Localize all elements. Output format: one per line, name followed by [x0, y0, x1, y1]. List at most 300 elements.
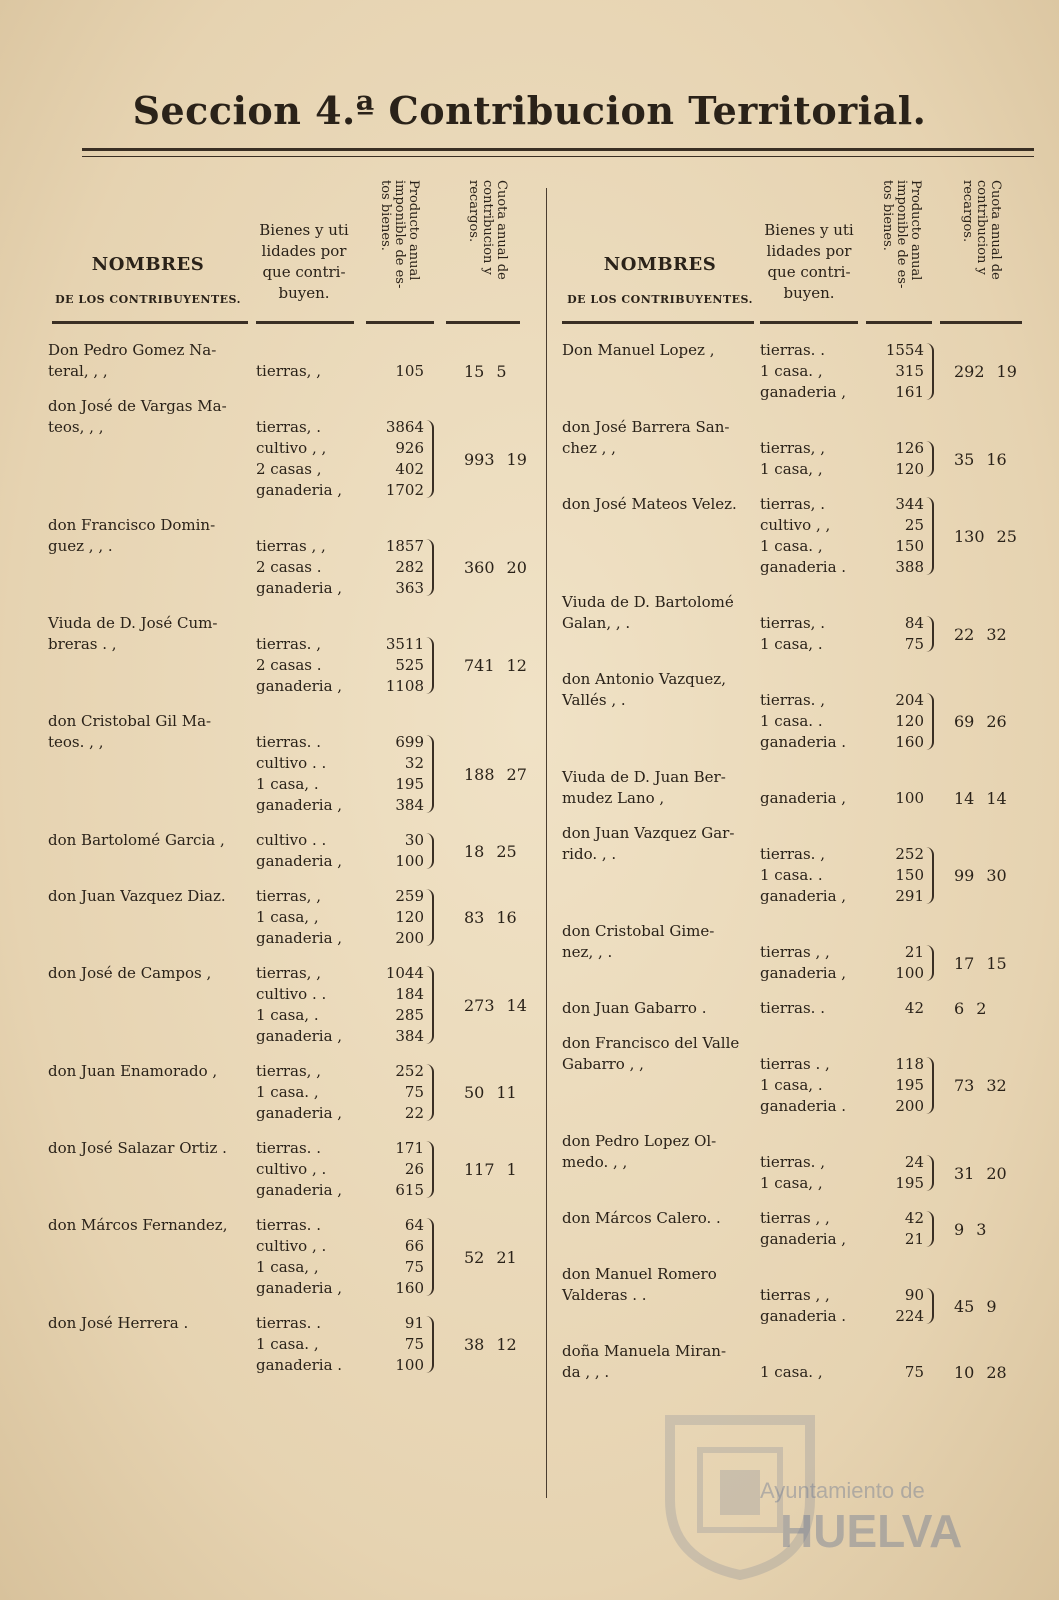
goods-item: 1 casa. .	[760, 866, 823, 884]
quota-pesos: 741	[464, 656, 495, 675]
product-values	[866, 1362, 924, 1383]
taxpayer-name	[562, 1341, 726, 1383]
goods-item: ganaderia .	[760, 733, 847, 751]
product-values	[866, 1208, 924, 1250]
taxpayer-name-line: don Bartolomé Garcia ,	[48, 831, 225, 849]
goods-item: ganaderia ,	[760, 789, 847, 807]
header-rule	[52, 321, 248, 324]
product-value: 3511	[385, 635, 424, 653]
taxpayer-name	[562, 340, 714, 361]
quota-cents: 9	[986, 1296, 997, 1316]
quota-cents: 28	[986, 1363, 1007, 1382]
goods-item: 2 casas .	[256, 558, 322, 576]
taxpayer-name-line: da , , .	[562, 1363, 610, 1381]
goods-item: tierras, ,	[760, 439, 825, 457]
product-value: 32	[404, 754, 424, 772]
product-value: 161	[895, 383, 924, 401]
goods-item: ganaderia ,	[256, 852, 343, 870]
quota-value	[464, 995, 527, 1016]
grouping-brace	[926, 616, 934, 652]
product-values	[866, 942, 924, 984]
goods-item: ganaderia ,	[256, 1181, 343, 1199]
product-value: 150	[895, 537, 924, 555]
header-names	[48, 254, 248, 306]
product-value: 100	[895, 789, 924, 807]
product-value: 120	[395, 908, 424, 926]
taxpayer-name-line: Galan, , .	[562, 614, 631, 632]
taxpayer-name	[562, 1264, 717, 1306]
product-values	[366, 886, 424, 949]
taxpayer-name	[562, 1033, 739, 1075]
header-bienes-line: que contri-	[262, 263, 346, 281]
quota-value	[954, 711, 1007, 732]
goods-item: 1 casa, ,	[256, 908, 319, 926]
header-contribuyentes-label: DE LOS CONTRIBUYENTES.	[567, 293, 753, 306]
header-producto: Producto anual imponible de es-tos bienes.	[880, 180, 923, 289]
goods-item: tierras , ,	[256, 537, 326, 555]
quota-pesos: 993	[464, 449, 495, 469]
grouping-brace	[926, 1155, 934, 1191]
goods-item: tierras. ,	[760, 845, 825, 863]
goods-list	[256, 830, 342, 872]
ledger-entry	[562, 417, 1034, 480]
goods-list	[760, 1285, 846, 1327]
product-values	[366, 1313, 424, 1376]
header-nombres-label: NOMBRES	[91, 254, 205, 275]
quota-pesos: 360	[464, 558, 495, 577]
product-value: 66	[404, 1237, 424, 1255]
product-value: 1857	[385, 537, 424, 555]
goods-item: ganaderia ,	[256, 929, 343, 947]
goods-item: 1 casa. ,	[760, 362, 823, 380]
product-values	[866, 613, 924, 655]
product-value: 75	[404, 1258, 424, 1276]
product-value: 282	[395, 558, 424, 576]
quota-cents: 12	[506, 656, 527, 675]
goods-item: cultivo , ,	[256, 439, 327, 457]
goods-item: ganaderia ,	[760, 964, 847, 982]
goods-item: cultivo . .	[256, 985, 327, 1003]
goods-item: tierras , ,	[760, 943, 830, 961]
goods-item: tierras, ,	[256, 887, 321, 905]
goods-item: ganaderia ,	[760, 887, 847, 905]
header-nombres-label: NOMBRES	[603, 254, 717, 275]
product-value: 160	[395, 1279, 424, 1297]
quota-pesos: 73	[954, 1076, 975, 1095]
quota-pesos: 17	[954, 953, 975, 973]
goods-list	[760, 844, 846, 907]
header-bienes-line: Bienes y uti	[764, 221, 854, 239]
product-value: 42	[904, 1209, 924, 1227]
product-values	[366, 361, 424, 382]
quota-cents: 16	[986, 449, 1007, 469]
ledger-entry	[562, 340, 1034, 403]
goods-list	[760, 438, 825, 480]
goods-item: tierras. .	[760, 341, 825, 359]
goods-item: tierras, .	[760, 495, 825, 513]
product-value: 126	[895, 439, 924, 457]
taxpayer-name	[562, 823, 734, 865]
quota-value	[464, 841, 517, 862]
quota-value	[464, 1082, 517, 1103]
product-value: 105	[395, 362, 424, 380]
product-value: 252	[895, 845, 924, 863]
grouping-brace	[426, 1141, 434, 1198]
product-values	[866, 788, 924, 809]
goods-item: ganaderia .	[760, 558, 847, 576]
goods-item: tierras, ,	[256, 964, 321, 982]
product-value: 195	[395, 775, 424, 793]
goods-list	[760, 942, 846, 984]
quota-pesos: 31	[954, 1163, 975, 1183]
goods-item: 1 casa, .	[760, 635, 823, 653]
goods-item: cultivo , .	[256, 1160, 327, 1178]
taxpayer-name-line: rido. , .	[562, 845, 617, 863]
taxpayer-name-line: nez, , .	[562, 943, 613, 961]
ledger-entry	[562, 998, 1034, 1019]
watermark-line1: Ayuntamiento de	[760, 1478, 925, 1503]
quota-pesos: 9	[954, 1219, 965, 1239]
ledger-entry	[562, 1033, 1034, 1117]
goods-list	[256, 1313, 342, 1376]
taxpayer-name-line: Viuda de D. José Cum-	[48, 614, 218, 632]
grouping-brace	[426, 420, 434, 498]
quota-pesos: 10	[954, 1363, 975, 1382]
left-table-header	[48, 176, 536, 324]
quota-cents: 14	[506, 995, 527, 1015]
quota-cents: 25	[496, 841, 517, 861]
goods-list	[760, 340, 846, 403]
quota-value	[464, 907, 517, 928]
quota-pesos: 45	[954, 1296, 975, 1316]
header-rule	[562, 321, 754, 324]
product-value: 363	[395, 579, 424, 597]
product-value: 150	[895, 866, 924, 884]
goods-item: tierras. .	[760, 999, 825, 1017]
header-cuota: Cuota anual de contribucion y recargos.	[466, 180, 509, 280]
ledger-entry	[48, 711, 536, 816]
ledger-entry	[48, 1138, 536, 1201]
taxpayer-name-line: teos, , ,	[48, 418, 104, 436]
goods-item: ganaderia .	[760, 1307, 847, 1325]
product-value: 84	[904, 614, 924, 632]
ledger-entry	[562, 1341, 1034, 1383]
product-value: 90	[904, 1286, 924, 1304]
product-values	[366, 1061, 424, 1124]
header-producto: Producto anual imponible de es-tos bienes.	[378, 180, 421, 289]
taxpayer-name	[48, 396, 227, 438]
taxpayer-name	[48, 963, 211, 984]
quota-cents: 12	[496, 1335, 517, 1354]
taxpayer-name	[562, 767, 726, 809]
goods-item: ganaderia .	[760, 1097, 847, 1115]
taxpayer-name	[562, 921, 714, 963]
goods-list	[256, 634, 342, 697]
grouping-brace	[426, 1218, 434, 1296]
header-bienes-line: que contri-	[767, 263, 851, 281]
product-value: 1554	[885, 341, 924, 359]
goods-item: 1 casa, .	[256, 1006, 319, 1024]
grouping-brace	[426, 966, 434, 1044]
quota-pesos: 38	[464, 1335, 485, 1354]
quota-pesos: 273	[464, 995, 495, 1015]
left-table	[48, 176, 536, 1374]
goods-item: cultivo . .	[256, 831, 327, 849]
header-cuota: Cuota anual de contribucion y recargos.	[960, 180, 1003, 280]
grouping-brace	[426, 539, 434, 596]
quota-pesos: 130	[954, 526, 985, 546]
ledger-entry	[562, 494, 1034, 578]
product-value: 42	[904, 999, 924, 1017]
goods-item: tierras , ,	[760, 1209, 830, 1227]
product-value: 204	[895, 691, 924, 709]
quota-cents: 26	[986, 712, 1007, 731]
quota-value	[464, 655, 527, 676]
quota-value	[954, 1219, 986, 1240]
goods-item: ganaderia ,	[256, 481, 343, 499]
product-value: 120	[895, 712, 924, 730]
taxpayer-name-line: don Cristobal Gil Ma-	[48, 712, 212, 730]
product-value: 615	[395, 1181, 424, 1199]
ledger-entry	[562, 592, 1034, 655]
goods-item: 1 casa, ,	[760, 460, 823, 478]
goods-item: ganaderia .	[256, 1356, 343, 1374]
quota-cents: 1	[506, 1160, 517, 1179]
quota-cents: 19	[996, 362, 1017, 381]
ledger-entry	[48, 963, 536, 1047]
taxpayer-name	[48, 340, 216, 382]
taxpayer-name-line: don Pedro Lopez Ol-	[562, 1132, 717, 1150]
product-value: 926	[395, 439, 424, 457]
product-value: 195	[895, 1076, 924, 1094]
goods-item: ganaderia ,	[256, 1027, 343, 1045]
goods-item: tierras , ,	[760, 1286, 830, 1304]
goods-list	[760, 494, 846, 578]
taxpayer-name	[48, 1061, 217, 1082]
goods-item: tierras, ,	[256, 1062, 321, 1080]
goods-item: tierras, .	[256, 418, 321, 436]
goods-item: 1 casa, .	[256, 775, 319, 793]
taxpayer-name	[48, 711, 211, 753]
header-rule	[940, 321, 1022, 324]
quota-pesos: 35	[954, 449, 975, 469]
grouping-brace	[426, 735, 434, 813]
ledger-entry	[48, 613, 536, 697]
quota-cents: 14	[986, 789, 1007, 808]
product-value: 160	[895, 733, 924, 751]
quota-pesos: 50	[464, 1083, 485, 1102]
goods-item: cultivo , ,	[760, 516, 831, 534]
quota-pesos: 52	[464, 1247, 485, 1267]
product-values	[866, 494, 924, 578]
quota-pesos: 188	[464, 764, 495, 784]
quota-value	[954, 1362, 1007, 1383]
product-value: 120	[895, 460, 924, 478]
taxpayer-name-line: mudez Lano ,	[562, 789, 665, 807]
grouping-brace	[426, 1316, 434, 1373]
quota-pesos: 99	[954, 866, 975, 885]
taxpayer-name-line: don Juan Vazquez Gar-	[562, 824, 735, 842]
quota-value	[464, 1159, 517, 1180]
goods-item: 1 casa. ,	[256, 1335, 319, 1353]
taxpayer-name-line: chez , ,	[562, 439, 616, 457]
quota-cents: 25	[996, 526, 1017, 546]
quota-value	[954, 449, 1007, 470]
taxpayer-name	[48, 1313, 188, 1334]
product-value: 64	[404, 1216, 424, 1234]
ledger-entry	[48, 396, 536, 501]
goods-item: tierras. .	[256, 1314, 321, 1332]
right-table	[562, 176, 1034, 1382]
quota-value	[464, 557, 527, 578]
quota-pesos: 18	[464, 841, 485, 861]
goods-list	[760, 690, 846, 753]
goods-item: tierras. .	[256, 733, 321, 751]
goods-list	[256, 963, 342, 1047]
product-value: 24	[904, 1153, 924, 1171]
goods-item: tierras. ,	[760, 691, 825, 709]
header-rule	[866, 321, 932, 324]
goods-item: tierras. ,	[256, 635, 321, 653]
product-value: 21	[904, 943, 924, 961]
goods-list	[256, 1215, 342, 1299]
goods-list	[256, 1138, 342, 1201]
header-bienes-line: buyen.	[783, 284, 835, 302]
product-values	[866, 1054, 924, 1117]
goods-list	[256, 732, 342, 816]
goods-item: 1 casa. .	[760, 712, 823, 730]
grouping-brace	[926, 1057, 934, 1114]
product-value: 285	[395, 1006, 424, 1024]
goods-item: ganaderia ,	[256, 677, 343, 695]
product-value: 75	[904, 635, 924, 653]
product-value: 291	[895, 887, 924, 905]
ledger-entry	[562, 823, 1034, 907]
ledger-entry	[562, 1208, 1034, 1250]
header-rule	[366, 321, 434, 324]
product-value: 171	[395, 1139, 424, 1157]
product-value: 384	[395, 796, 424, 814]
goods-item: ganaderia ,	[760, 1230, 847, 1248]
goods-item: 1 casa, ,	[760, 1174, 823, 1192]
taxpayer-name	[562, 592, 734, 634]
quota-value	[954, 1163, 1007, 1184]
taxpayer-name-line: don José Barrera San-	[562, 418, 730, 436]
product-value: 384	[395, 1027, 424, 1045]
taxpayer-name-line: don Juan Gabarro .	[562, 999, 707, 1017]
goods-item: ganaderia ,	[760, 383, 847, 401]
goods-item: ganaderia ,	[256, 579, 343, 597]
grouping-brace	[926, 441, 934, 477]
goods-item: cultivo . .	[256, 754, 327, 772]
product-value: 200	[395, 929, 424, 947]
ledger-entry	[48, 886, 536, 949]
quota-cents: 21	[496, 1247, 517, 1267]
watermark-line2: HUELVA	[780, 1505, 963, 1557]
quota-cents: 20	[986, 1163, 1007, 1183]
header-bienes-line: lidades por	[766, 242, 852, 260]
taxpayer-name	[562, 494, 737, 515]
quota-pesos: 83	[464, 908, 485, 927]
product-value: 344	[895, 495, 924, 513]
quota-pesos: 14	[954, 789, 975, 808]
column-divider	[546, 188, 547, 1498]
quota-pesos: 22	[954, 624, 975, 644]
taxpayer-name-line: don Juan Enamorado ,	[48, 1062, 218, 1080]
taxpayer-name-line: don Márcos Fernandez,	[48, 1216, 228, 1234]
quota-cents: 2	[976, 999, 987, 1018]
product-values	[366, 634, 424, 697]
goods-item: tierras. .	[256, 1216, 321, 1234]
goods-item: tierras, .	[760, 614, 825, 632]
quota-cents: 16	[496, 908, 517, 927]
quota-cents: 32	[986, 624, 1007, 644]
quota-value	[954, 361, 1017, 382]
goods-item: tierras, ,	[256, 362, 321, 380]
quota-cents: 19	[506, 449, 527, 469]
taxpayer-name-line: Don Manuel Lopez ,	[562, 341, 715, 359]
product-value: 200	[895, 1097, 924, 1115]
goods-item: 2 casas .	[256, 656, 322, 674]
taxpayer-name-line: Viuda de D. Bartolomé	[562, 593, 734, 611]
goods-item: 1 casa. ,	[256, 1083, 319, 1101]
taxpayer-name	[562, 669, 726, 711]
quota-value	[954, 865, 1007, 886]
quota-cents: 11	[496, 1083, 517, 1102]
goods-list	[760, 1152, 825, 1194]
title-rule	[82, 148, 1034, 151]
quota-value	[954, 624, 1007, 645]
ledger-entry	[48, 1061, 536, 1124]
goods-list	[760, 998, 825, 1019]
quota-value	[464, 1247, 517, 1268]
product-value: 100	[395, 852, 424, 870]
product-values	[366, 1138, 424, 1201]
grouping-brace	[926, 1288, 934, 1324]
product-value: 699	[395, 733, 424, 751]
quota-value	[464, 361, 507, 382]
header-bienes	[254, 220, 354, 304]
taxpayer-name-line: doña Manuela Miran-	[562, 1342, 727, 1360]
quota-pesos: 6	[954, 999, 965, 1018]
ledger-entry	[562, 767, 1034, 809]
product-value: 26	[404, 1160, 424, 1178]
quota-cents: 32	[986, 1076, 1007, 1095]
goods-list	[760, 613, 825, 655]
goods-item: ganaderia ,	[256, 1104, 343, 1122]
taxpayer-name-line: Valderas . .	[562, 1286, 647, 1304]
quota-cents: 5	[496, 362, 507, 381]
taxpayer-name-line: don José Mateos Velez.	[562, 495, 737, 513]
quota-pesos: 69	[954, 712, 975, 731]
quota-pesos: 292	[954, 362, 985, 381]
taxpayer-name-line: don Cristobal Gime-	[562, 922, 715, 940]
quota-cents: 30	[986, 866, 1007, 885]
header-contribuyentes-label: DE LOS CONTRIBUYENTES.	[55, 293, 241, 306]
product-value: 118	[895, 1055, 924, 1073]
taxpayer-name	[48, 886, 226, 907]
goods-item: ganaderia ,	[256, 1279, 343, 1297]
quota-value	[954, 953, 1007, 974]
ledger-entry	[48, 340, 536, 382]
goods-item: tierras . ,	[760, 1055, 830, 1073]
product-values	[366, 963, 424, 1047]
product-values	[366, 417, 424, 501]
grouping-brace	[926, 847, 934, 904]
quota-cents: 20	[506, 558, 527, 577]
goods-item: tierras. .	[256, 1139, 321, 1157]
product-value: 1044	[385, 964, 424, 982]
